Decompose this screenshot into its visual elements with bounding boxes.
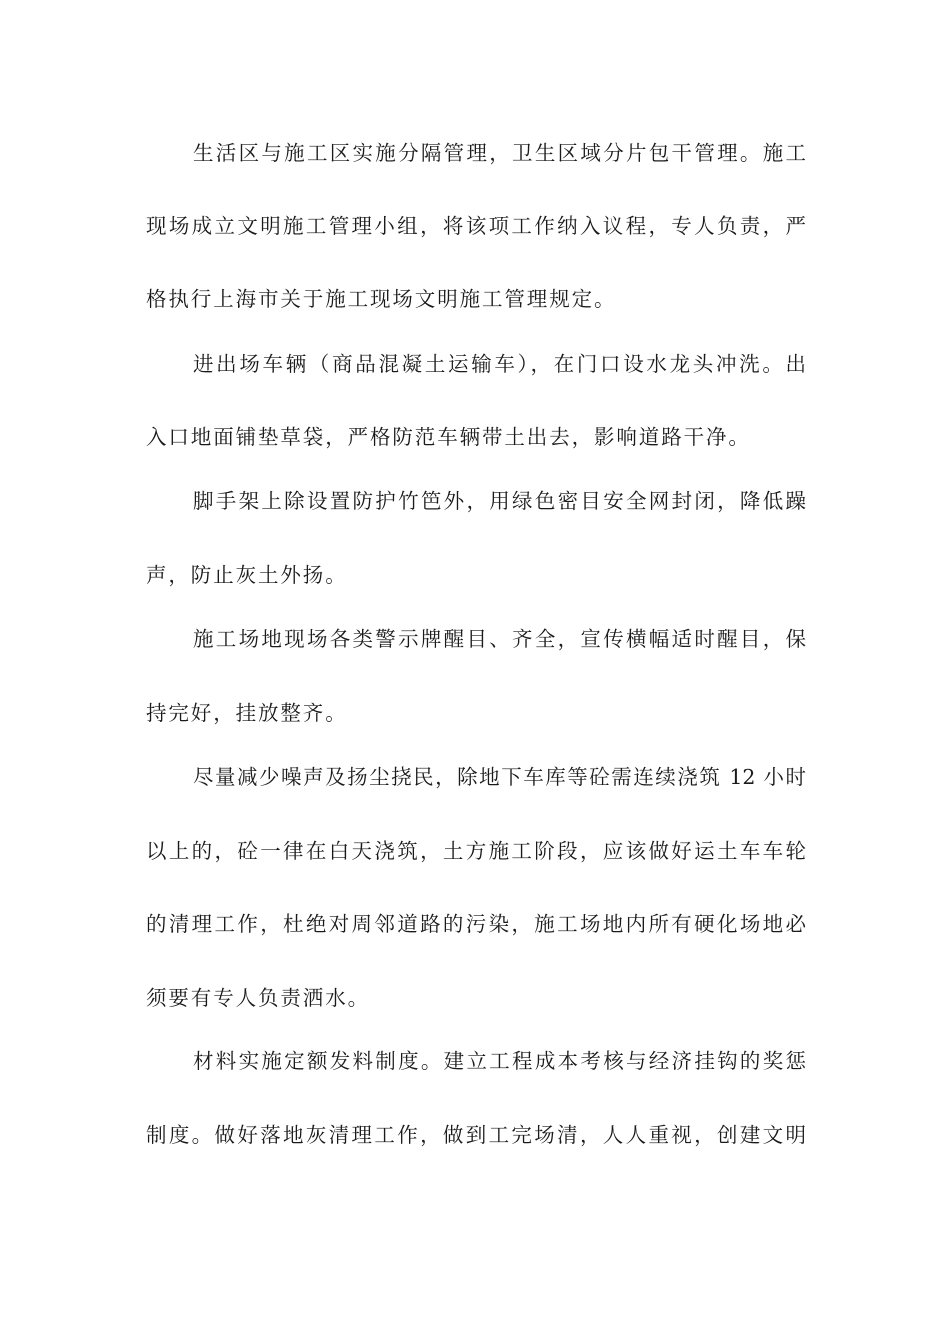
- paragraph-5-line-3: 的清理工作，杜绝对周邻道路的污染，施工场地内所有硬化场地必: [146, 912, 806, 936]
- paragraph-1-line-1: 生活区与施工区实施分隔管理，卫生区域分片包干管理。施工: [193, 141, 806, 165]
- paragraph-4-line-1: 施工场地现场各类警示牌醒目、齐全，宣传横幅适时醒目，保: [193, 627, 806, 651]
- paragraph-5-line-2: 以上的，砼一律在白天浇筑，土方施工阶段，应该做好运土车车轮: [146, 839, 806, 863]
- paragraph-6-line-2: 制度。做好落地灰清理工作，做到工完场清，人人重视，创建文明: [146, 1123, 806, 1147]
- paragraph-2-line-1: 进出场车辆（商品混凝土运输车），在门口设水龙头冲洗。出: [193, 352, 806, 376]
- paragraph-3-line-1: 脚手架上除设置防护竹笆外，用绿色密目安全网封闭，降低躁: [193, 489, 806, 513]
- paragraph-1-line-2: 现场成立文明施工管理小组，将该项工作纳入议程，专人负责，严: [146, 214, 806, 238]
- paragraph-5-line-1: 尽量减少噪声及扬尘挠民，除地下车库等砼需连续浇筑 12 小时: [193, 765, 806, 789]
- paragraph-2-line-2: 入口地面铺垫草袋，严格防范车辆带土出去，影响道路干净。: [146, 425, 751, 449]
- paragraph-3-line-2: 声，防止灰土外扬。: [146, 563, 348, 587]
- paragraph-4-line-2: 持完好，挂放整齐。: [146, 701, 348, 725]
- paragraph-5-line-4: 须要有专人负责洒水。: [146, 986, 370, 1010]
- paragraph-6-line-1: 材料实施定额发料制度。建立工程成本考核与经济挂钩的奖惩: [193, 1049, 806, 1073]
- paragraph-1-line-3: 格执行上海市关于施工现场文明施工管理规定。: [146, 287, 617, 311]
